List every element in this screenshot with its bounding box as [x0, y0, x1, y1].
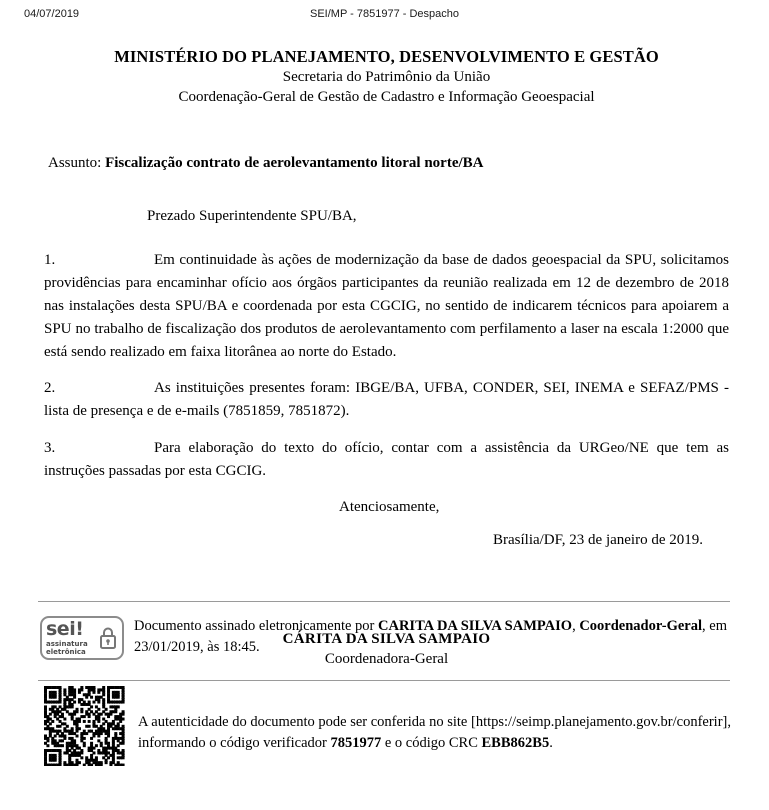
verifier-code: 7851977	[330, 735, 382, 752]
print-header	[0, 8, 769, 24]
signatory-name: CÁRITA DA SILVA SAMPAIO	[282, 630, 491, 647]
letterhead-coordination: Coordenação-Geral de Gestão de Cadastro e Informação Geoespacial	[178, 88, 595, 105]
paragraph-text-3: Para elaboração do texto do ofício, contar com a assistência da URGeo/NE que tem as instruções passadas por esta CGCIG.	[44, 439, 729, 479]
print-header-date: 04/07/2019	[24, 8, 80, 20]
signature-text-signer: CARITA DA SILVA SAMPAIO	[378, 618, 573, 634]
signature-text-role: Coordenador-Geral	[579, 618, 703, 634]
signature-text-prefix: Documento assinado eletronicamente por	[134, 618, 379, 634]
qr-code-icon	[40, 686, 128, 766]
document-page	[0, 36, 769, 669]
sei-badge-subtitle-2: eletrônica	[46, 648, 86, 656]
crc-code: EBB862B5	[481, 735, 550, 752]
letterhead-secretary: Secretaria do Patrimônio da União	[282, 68, 491, 85]
verification-suffix: .	[549, 735, 553, 752]
electronic-signature-stamp	[40, 616, 740, 660]
paragraph-number-2: 2.	[44, 380, 56, 397]
verification-prefix: A autenticidade do documento pode ser conferida no site [https://seimp.planejamento.gov.br/conferir], informando o código verificador	[138, 714, 731, 752]
body-paragraph-1	[44, 249, 729, 363]
subject-line	[44, 155, 729, 172]
verification-text	[138, 712, 738, 754]
sei-badge	[40, 616, 124, 660]
paragraph-number-3: 3.	[44, 439, 56, 456]
greeting-line: Prezado Superintendente SPU/BA,	[147, 208, 357, 225]
closing-salutation: Atenciosamente,	[339, 498, 440, 515]
sei-badge-text	[46, 617, 96, 656]
signature-text-middle: ,	[572, 618, 580, 634]
letterhead	[44, 46, 729, 107]
body-paragraph-3	[44, 437, 729, 483]
divider-above-footer	[38, 680, 730, 681]
document-verification-footer	[40, 686, 740, 766]
paragraph-number-1: 1.	[44, 252, 56, 269]
sei-wordmark: sei!	[46, 617, 84, 640]
signatory-role: Coordenadora-Geral	[324, 650, 449, 667]
subject-value: Fiscalização contrato de aerolevantamento litoral norte/BA	[105, 155, 484, 172]
electronic-signature-text	[134, 616, 734, 658]
subject-label: Assunto:	[48, 155, 102, 172]
paragraph-text-1: Em continuidade às ações de modernização da base de dados geoespacial da SPU, solicitamos providências para encaminhar ofício aos órgãos participantes da reunião realizada em 12 de dezembro de 2018 nas instalações desta SPU/BA e coordenada por esta CGCIG, no sentido de indicarem técnicos para apoiarem a SPU no trabalho de fiscalização dos produtos de aerolevantamento com perfilamento a laser na escala 1:2000 que está sendo realizado em faixa litorânea ao norte do Estado.	[44, 252, 729, 360]
body-paragraph-2	[44, 377, 729, 423]
signature-text-suffix: , em 23/01/2019, às 18:45.	[134, 618, 727, 656]
divider-above-signature-stamp	[38, 601, 730, 602]
letterhead-ministry: MINISTÉRIO DO PLANEJAMENTO, DESENVOLVIMENTO E GESTÃO	[114, 47, 659, 66]
place-and-date: Brasília/DF, 23 de janeiro de 2019.	[492, 531, 703, 548]
sei-badge-subtitle-1: assinatura	[46, 639, 88, 648]
verification-middle: e o código CRC	[381, 735, 482, 752]
lock-icon	[98, 625, 118, 651]
print-header-title: SEI/MP - 7851977 - Despacho	[310, 8, 459, 20]
paragraph-text-2: As instituições presentes foram: IBGE/BA, UFBA, CONDER, SEI, INEMA e SEFAZ/PMS - lista de presença e de e-mails (7851859, 7851872).	[44, 380, 729, 420]
document-body	[0, 46, 769, 669]
